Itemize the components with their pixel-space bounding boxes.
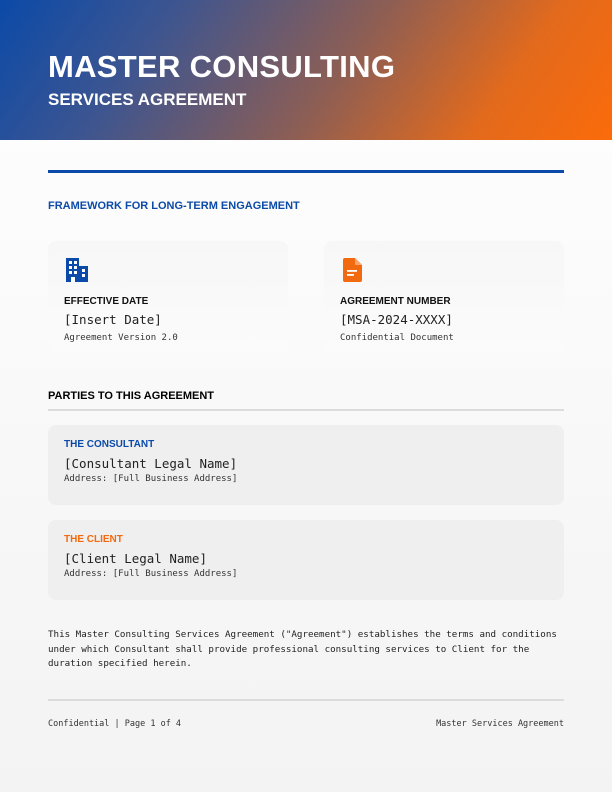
- agreement-number-card: [324, 241, 564, 353]
- header-divider: [48, 170, 564, 173]
- agreement-number-label: AGREEMENT NUMBER: [340, 296, 451, 307]
- document-subtitle: SERVICES AGREEMENT: [48, 90, 247, 109]
- footer-divider: [48, 699, 564, 701]
- client-block: [48, 520, 564, 600]
- parties-divider: [48, 409, 564, 411]
- consultant-address: Address: [Full Business Address]: [64, 474, 238, 484]
- document-title: MASTER CONSULTING: [48, 49, 396, 84]
- effective-date-card: [48, 241, 288, 353]
- client-address: Address: [Full Business Address]: [64, 569, 238, 579]
- consultant-name: [Consultant Legal Name]: [64, 456, 238, 471]
- agreement-number-value: [MSA-2024-XXXX]: [340, 312, 453, 327]
- parties-heading: PARTIES TO THIS AGREEMENT: [48, 390, 215, 402]
- footer-doc-name: Master Services Agreement: [436, 719, 564, 729]
- intro-paragraph: This Master Consulting Services Agreement ("Agreement") establishes the terms and conditions under which Consultant shall provide professional consulting services to Client for the duration specified herein.: [48, 629, 557, 669]
- agreement-version: Agreement Version 2.0: [64, 333, 178, 343]
- effective-date-label: EFFECTIVE DATE: [64, 296, 149, 307]
- building-icon: [64, 257, 90, 283]
- client-role: THE CLIENT: [64, 534, 123, 545]
- document-icon: [340, 257, 366, 283]
- consultant-block: [48, 425, 564, 505]
- effective-date-value: [Insert Date]: [64, 312, 162, 327]
- footer-page-info: Confidential | Page 1 of 4: [48, 719, 182, 729]
- confidential-note: Confidential Document: [340, 333, 454, 343]
- consultant-role: THE CONSULTANT: [64, 439, 155, 450]
- tagline: FRAMEWORK FOR LONG-TERM ENGAGEMENT: [48, 200, 300, 212]
- header-banner: [0, 0, 612, 140]
- client-name: [Client Legal Name]: [64, 551, 207, 566]
